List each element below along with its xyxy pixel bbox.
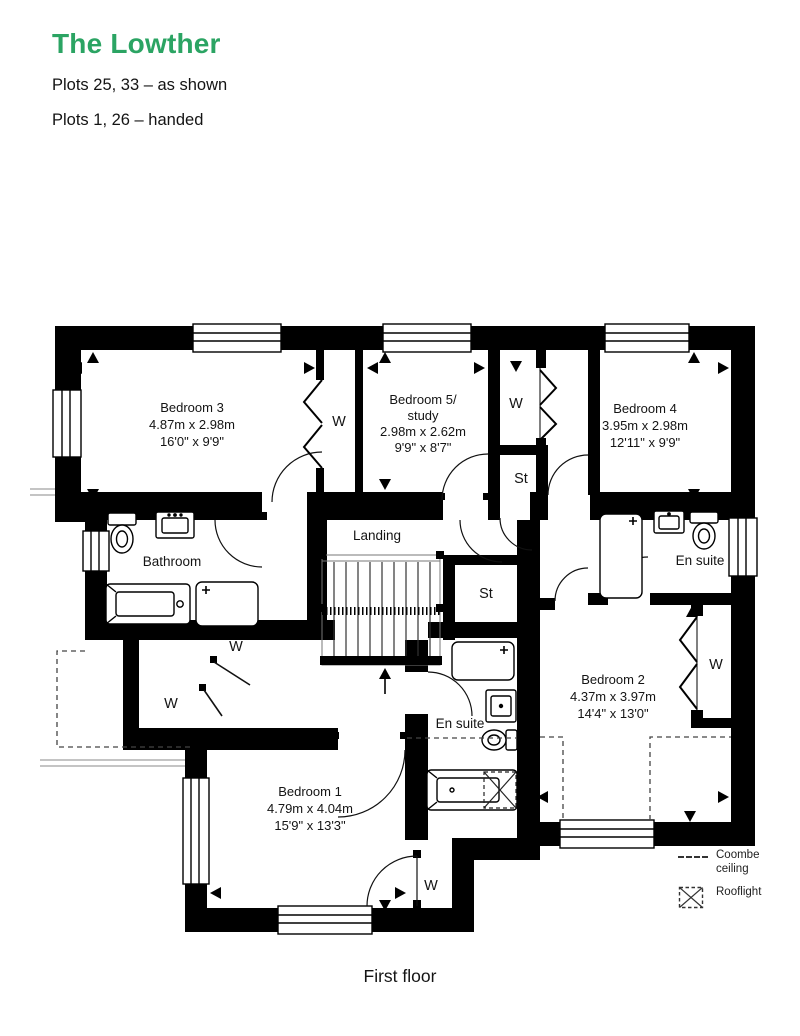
label-bedroom4-metric: 3.95m x 2.98m <box>602 418 688 433</box>
label-wardrobe-walkin-2: W <box>164 696 178 712</box>
legend-coombe-label: Coombe ceiling <box>716 849 760 875</box>
shower-ensuite-bedroom4 <box>600 514 642 598</box>
label-wardrobe-walkin-1: W <box>229 639 243 655</box>
door-bedroom5 <box>442 454 488 500</box>
coombe-outline-bedroom2-right <box>650 737 731 820</box>
label-bedroom3-imperial: 16'0" x 9'9" <box>159 434 225 449</box>
room-labels <box>143 392 725 894</box>
label-wardrobe-hall: W <box>509 396 523 412</box>
bifold-wardrobe-hall <box>540 370 556 440</box>
rooflight-icon <box>678 886 708 912</box>
label-bedroom3-name: Bedroom 3 <box>160 400 224 415</box>
floor-caption: First floor <box>363 966 437 986</box>
sink-bathroom <box>156 512 194 538</box>
plan-legend <box>678 849 778 921</box>
label-wardrobe-bedroom2: W <box>709 657 723 673</box>
label-bedroom5-name1: Bedroom 5/ <box>389 392 457 407</box>
label-bedroom1-metric: 4.79m x 4.04m <box>267 801 353 816</box>
shower-ensuite-bedroom1 <box>452 642 514 680</box>
toilet-ensuite-bedroom4 <box>690 512 718 549</box>
window-bedroom1-left <box>183 778 209 884</box>
label-bedroom4-name: Bedroom 4 <box>613 401 677 416</box>
shower-bathroom <box>196 582 258 626</box>
window-bathroom-left <box>83 531 109 571</box>
stairs <box>318 551 444 694</box>
door-bathroom <box>215 520 262 567</box>
label-bedroom3-metric: 4.87m x 2.98m <box>149 417 235 432</box>
bifold-wardrobe-bedroom2 <box>680 617 697 709</box>
coombe-ceiling-line-icon <box>678 849 708 858</box>
label-bedroom1-imperial: 15'9" x 13'3" <box>274 818 346 833</box>
label-store-1: St <box>514 471 528 487</box>
window-ensuite-right <box>729 518 757 576</box>
label-bathroom: Bathroom <box>142 554 202 569</box>
label-wardrobe-bedroom1: W <box>424 878 438 894</box>
coombe-outline-bedroom2-left <box>540 737 563 820</box>
label-bedroom2-metric: 4.37m x 3.97m <box>570 689 656 704</box>
label-landing: Landing <box>352 528 402 543</box>
label-bedroom2-name: Bedroom 2 <box>581 672 645 687</box>
label-bedroom5-name2: study <box>407 408 439 423</box>
house-type-title: The Lowther <box>52 28 221 59</box>
stairs-up-arrow <box>379 668 391 694</box>
label-bedroom5-imperial: 9'9" x 8'7" <box>394 440 452 455</box>
bath-bathroom <box>106 584 190 624</box>
label-bedroom1-name: Bedroom 1 <box>278 784 342 799</box>
door-bedroom2 <box>555 568 588 601</box>
label-wardrobe-bedroom3: W <box>332 414 346 430</box>
window-bedroom3-top <box>193 324 281 352</box>
label-store-2: St <box>479 586 493 602</box>
sink-ensuite-bedroom4 <box>654 511 684 533</box>
door-walkin-leaf-1 <box>214 662 250 685</box>
legend-coombe-row <box>678 849 778 877</box>
plots-handed-line: Plots 1, 26 – handed <box>52 111 204 129</box>
toilet-bathroom <box>108 513 136 553</box>
label-bedroom4-imperial: 12'11" x 9'9" <box>609 435 681 450</box>
label-bedroom2-imperial: 14'4" x 13'0" <box>577 706 649 721</box>
bath-ensuite-bedroom1 <box>427 770 517 810</box>
door-bedroom4 <box>548 455 588 495</box>
label-ensuite-bedroom1: En suite <box>435 716 485 731</box>
window-bedroom2-bottom <box>560 820 654 848</box>
label-ensuite-bedroom4: En suite <box>675 553 725 568</box>
door-bedroom1-wardrobe <box>367 856 417 906</box>
toilet-ensuite-bedroom1 <box>482 730 517 750</box>
window-bedroom5-top <box>383 324 471 352</box>
sink-ensuite-bedroom1 <box>486 690 516 722</box>
legend-rooflight-label: Rooflight <box>716 885 762 898</box>
door-walkin-leaf-2 <box>204 690 222 716</box>
plots-as-shown-line: Plots 25, 33 – as shown <box>52 76 228 94</box>
window-bedroom1-bottom <box>278 906 372 934</box>
window-bedroom3-left <box>53 390 81 457</box>
label-bedroom5-metric: 2.98m x 2.62m <box>380 424 466 439</box>
window-bedroom4-top <box>605 324 689 352</box>
legend-rooflight-row <box>678 886 778 912</box>
